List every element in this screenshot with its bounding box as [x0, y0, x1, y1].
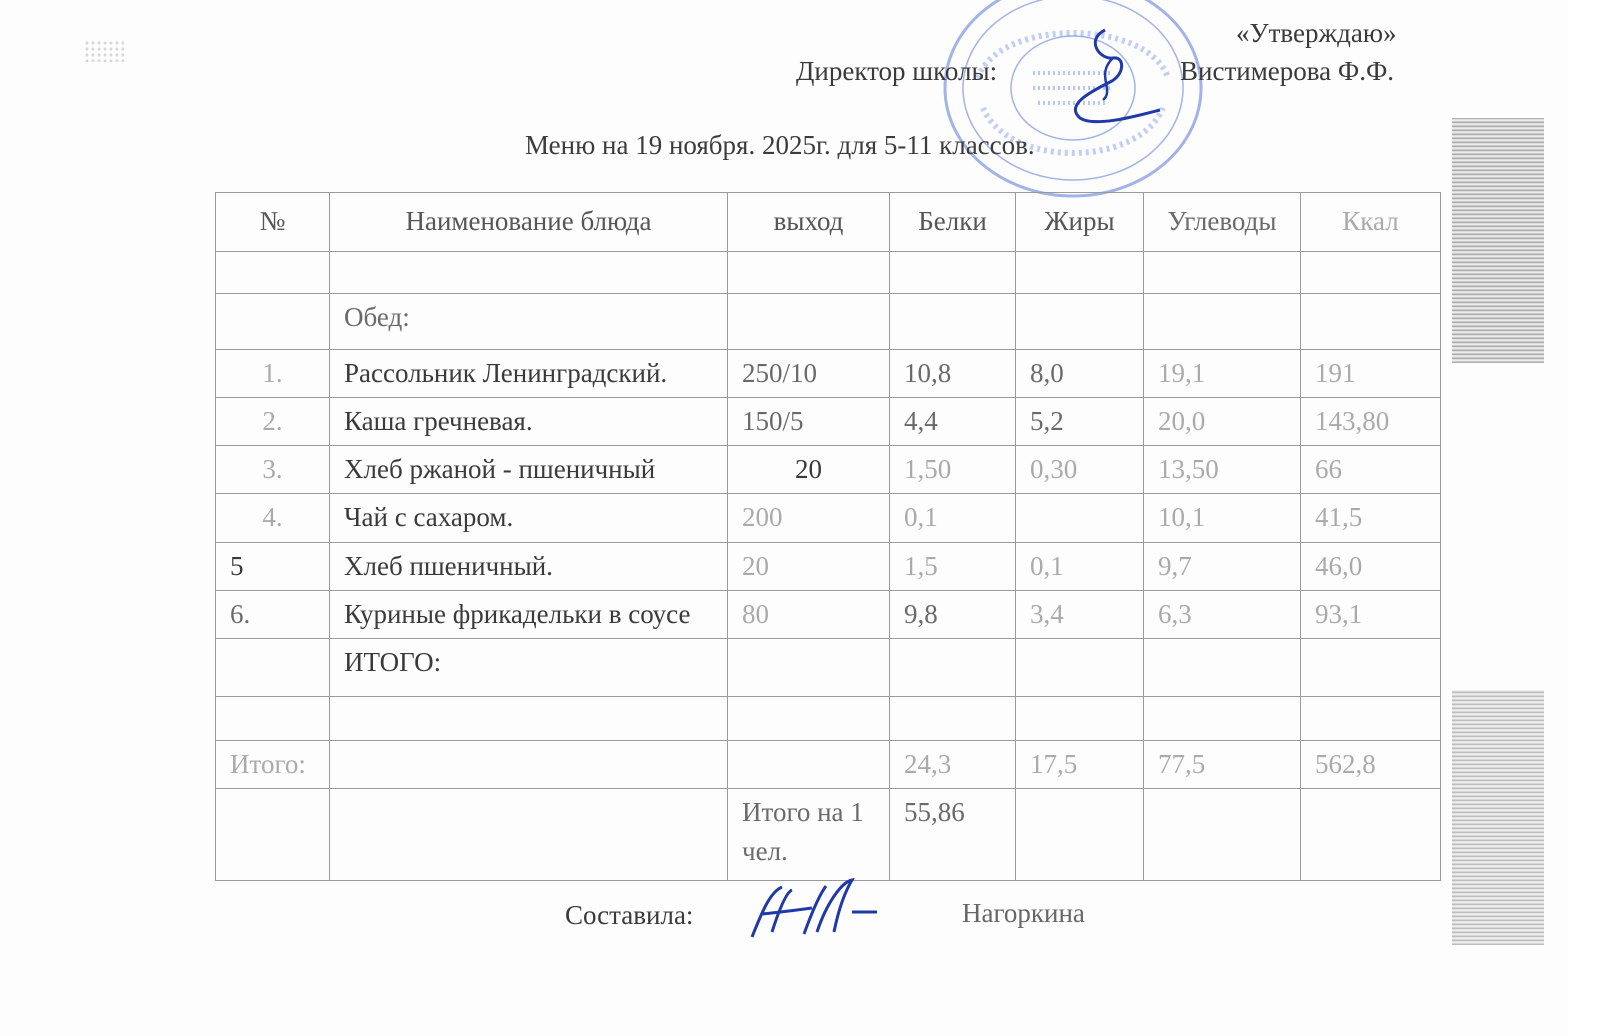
dish-protein: 4,4 [890, 398, 1016, 446]
table-row-section [216, 294, 1441, 350]
total-label: Итого: [216, 740, 330, 788]
dish-fat: 3,4 [1016, 590, 1144, 638]
director-signature [1055, 20, 1165, 130]
col-protein-header: Белки [890, 193, 1016, 252]
dish-carbs: 13,50 [1144, 446, 1301, 494]
dish-name: Каша гречневая. [330, 398, 728, 446]
dish-kcal: 93,1 [1301, 590, 1441, 638]
menu-table [215, 192, 1441, 881]
dish-protein: 1,5 [890, 542, 1016, 590]
table-row-subtotal [216, 638, 1441, 696]
scan-artifact-bottom [1452, 690, 1544, 945]
dish-fat: 0,1 [1016, 542, 1144, 590]
row-number: 3. [216, 446, 330, 494]
table-row-empty [216, 696, 1441, 740]
table-row [216, 350, 1441, 398]
dish-kcal: 46,0 [1301, 542, 1441, 590]
col-fat-header: Жиры [1016, 193, 1144, 252]
dish-carbs: 6,3 [1144, 590, 1301, 638]
dish-output: 150/5 [728, 398, 890, 446]
dish-fat: 0,30 [1016, 446, 1144, 494]
approval-heading: «Утверждаю» [1236, 18, 1397, 48]
director-line [796, 56, 1395, 87]
dish-name: Чай с сахаром. [330, 494, 728, 542]
dish-carbs: 10,1 [1144, 494, 1301, 542]
dish-carbs: 19,1 [1144, 350, 1301, 398]
dish-output: 20 [728, 542, 890, 590]
table-row [216, 590, 1441, 638]
scan-artifact-top [1452, 118, 1544, 363]
total-kcal: 562,8 [1301, 740, 1441, 788]
composer-signature [742, 872, 882, 947]
dish-fat: 8,0 [1016, 350, 1144, 398]
dish-protein: 0,1 [890, 494, 1016, 542]
dish-output: 200 [728, 494, 890, 542]
dish-protein: 1,50 [890, 446, 1016, 494]
col-carbs-header: Углеводы [1144, 193, 1301, 252]
dish-output: 20 [728, 446, 890, 494]
row-number: 2. [216, 398, 330, 446]
dish-output: 250/10 [728, 350, 890, 398]
dish-protein: 9,8 [890, 590, 1016, 638]
page-margin [1568, 0, 1600, 1036]
dish-name: Куриные фрикадельки в соусе [330, 590, 728, 638]
table-header-row [216, 193, 1441, 252]
total-fat: 17,5 [1016, 740, 1144, 788]
section-label-lunch: Обед: [330, 294, 728, 350]
table-row-empty [216, 252, 1441, 294]
total-protein: 24,3 [890, 740, 1016, 788]
dish-kcal: 41,5 [1301, 494, 1441, 542]
dish-protein: 10,8 [890, 350, 1016, 398]
per-person-value: 55,86 [890, 788, 1016, 880]
row-number: 6. [216, 590, 330, 638]
dish-kcal: 191 [1301, 350, 1441, 398]
row-number: 4. [216, 494, 330, 542]
dish-carbs: 20,0 [1144, 398, 1301, 446]
dish-kcal: 66 [1301, 446, 1441, 494]
row-number: 1. [216, 350, 330, 398]
dish-kcal: 143,80 [1301, 398, 1441, 446]
director-name: Вистимерова Ф.Ф. [1180, 56, 1395, 86]
table-row [216, 494, 1441, 542]
table-row-total [216, 740, 1441, 788]
composer-name: Нагоркина [962, 898, 1085, 928]
dish-fat: 5,2 [1016, 398, 1144, 446]
table-row-per-person [216, 788, 1441, 880]
dish-output: 80 [728, 590, 890, 638]
col-output-header: выход [728, 193, 890, 252]
table-row [216, 398, 1441, 446]
menu-title: Меню на 19 ноября. 2025г. для 5-11 классов. [525, 130, 1035, 160]
row-number: 5 [216, 542, 330, 590]
dish-name: Хлеб пшеничный. [330, 542, 728, 590]
composed-by-label: Составила: [565, 900, 694, 930]
per-person-label: Итого на 1 чел. [728, 788, 890, 880]
col-dish-header: Наименование блюда [330, 193, 728, 252]
dish-fat [1016, 494, 1144, 542]
subtotal-label: ИТОГО: [330, 638, 728, 696]
director-label: Директор школы: [796, 56, 998, 86]
dish-carbs: 9,7 [1144, 542, 1301, 590]
dish-name: Хлеб ржаной - пшеничный [330, 446, 728, 494]
dish-name: Рассольник Ленинградский. [330, 350, 728, 398]
scan-speck [84, 40, 124, 62]
table-row [216, 446, 1441, 494]
table-row [216, 542, 1441, 590]
col-kcal-header: Ккал [1301, 193, 1441, 252]
total-carbs: 77,5 [1144, 740, 1301, 788]
col-number-header: № [216, 193, 330, 252]
